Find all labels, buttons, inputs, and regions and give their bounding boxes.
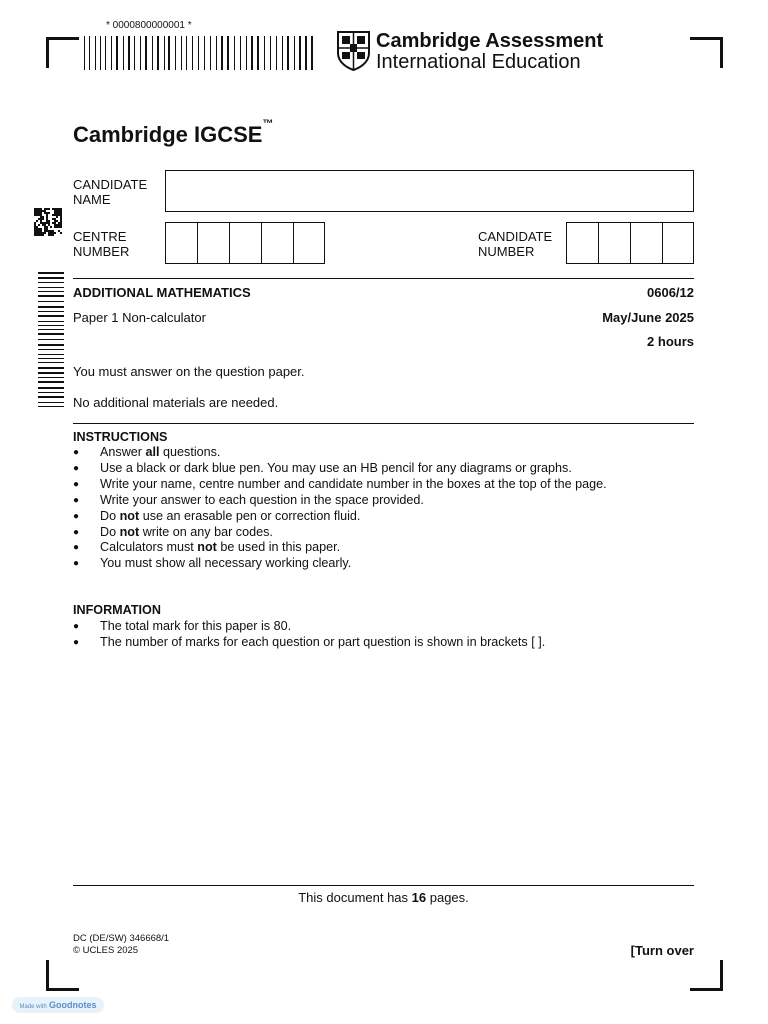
barcode-bar [168,36,170,70]
qr-module [48,208,50,210]
exam-session: May/June 2025 [602,310,694,325]
barcode-bar [38,282,64,283]
candidate-number-label [478,229,552,259]
barcode-bar [123,36,124,70]
qr-module [46,208,48,210]
barcode-bar [38,287,64,288]
qr-module [48,222,50,224]
divider [73,885,694,886]
qr-module [38,224,40,226]
barcode-bar [38,354,64,355]
list-item: ● The total mark for this paper is 80. [73,619,545,635]
cambridge-shield-icon [337,31,370,71]
qr-module [38,230,40,232]
logo-text [376,31,603,73]
corner-mark-top-left [46,37,79,68]
barcode-bar [38,321,64,322]
qr-module [44,210,46,212]
qr-module [42,218,44,220]
title-text: Cambridge IGCSE [73,122,263,147]
label-line: NUMBER [73,244,130,259]
goodnotes-badge[interactable] [12,997,104,1013]
qr-module [34,214,36,216]
qr-module [54,232,56,234]
label-line: NUMBER [478,244,535,259]
qr-module [46,220,48,222]
list-item [73,477,607,493]
qr-module [36,220,38,222]
qr-module [38,208,40,210]
document-reference [73,933,169,957]
barcode-bar [287,36,289,70]
qr-module [46,230,48,232]
barcode-bar [38,381,64,383]
qr-module [48,230,50,232]
item-text: be used in this paper. [216,540,341,555]
divider [73,423,694,424]
barcode-bar [38,372,64,374]
footer-text: This document has [298,890,412,905]
qr-module [46,218,48,220]
qr-module [54,226,56,228]
qr-module [36,208,38,210]
candidate-name-label [73,177,147,207]
item-emphasis: not [197,540,217,555]
list-item [73,540,607,556]
qr-module [38,218,40,220]
corner-mark-bottom-left [46,960,79,991]
barcode-bar [38,362,64,363]
qr-module [60,208,62,210]
digit-box[interactable] [631,223,663,263]
barcode-bar [95,36,96,70]
qr-module [60,226,62,228]
qr-module [34,222,36,224]
barcode-bar [152,36,153,70]
barcode-bar [38,277,64,279]
barcode-bar [38,339,64,340]
qr-module [44,228,46,230]
qr-module [36,210,38,212]
barcode-bar [257,36,259,70]
qr-module [46,216,48,218]
qr-module [38,228,40,230]
centre-number-label [73,229,129,259]
qr-module [40,210,42,212]
instructions-list [73,445,607,572]
qr-module [44,230,46,232]
item-text: You must show all necessary working clearly. [100,556,352,571]
qr-module [56,214,58,216]
barcode-side [28,272,64,412]
qr-module [42,210,44,212]
qr-module [34,210,36,212]
barcode-bar [175,36,176,70]
qr-module [54,212,56,214]
item-emphasis: not [119,524,140,539]
qr-module [58,222,60,224]
barcode-bar [38,367,64,369]
qr-module [50,232,52,234]
qr-module [54,222,56,224]
qr-module [48,224,50,226]
paper-name: Paper 1 Non-calculator [73,310,206,325]
item-text: Write your answer to each question in the space provided. [100,492,424,507]
qr-module [54,208,56,210]
corner-mark-bottom-right [690,960,723,991]
list-item: ● The number of marks for each question or part question is shown in brackets [ ]. [73,635,545,651]
duration: 2 hours [647,334,694,349]
qr-module [52,222,54,224]
qr-module [42,222,44,224]
candidate-name-field[interactable] [165,170,694,212]
barcode-bar [204,36,205,70]
qr-code-icon [34,208,62,236]
item-text: use an erasable pen or correction fluid. [139,508,361,523]
qr-module [60,218,62,220]
qr-module [56,212,58,214]
list-item [73,445,607,461]
qr-module [52,234,54,236]
qr-module [40,228,42,230]
badge-prefix: Made with [19,1004,47,1010]
qr-module [40,208,42,210]
qr-module [48,234,50,236]
qr-module [36,230,38,232]
barcode-bar [84,36,85,70]
qr-module [54,224,56,226]
barcode-bar [38,358,64,359]
qr-module [56,220,58,222]
item-text: Use a black or dark blue pen. You may use an HB pencil for any diagrams or graphs. [100,460,572,475]
barcode-bar [38,301,64,302]
qr-module [48,232,50,234]
qr-module [36,228,38,230]
qr-module [58,210,60,212]
digit-box[interactable] [230,223,262,263]
logo-line-2: International Education [376,51,581,73]
qr-module [60,220,62,222]
digit-box[interactable] [262,223,294,263]
qr-module [44,226,46,228]
trademark: ™ [262,118,274,130]
barcode-bar [210,36,211,70]
barcode-bar [38,333,64,335]
barcode-bar [128,36,130,70]
barcode-bar [264,36,265,70]
qr-module [52,232,54,234]
barcode-bar [116,36,118,70]
barcode-bar [38,272,64,274]
barcode-bar [38,392,64,393]
barcode-bar [157,36,159,70]
digit-box[interactable] [599,223,631,263]
qr-module [36,232,38,234]
barcode-bar [251,36,253,70]
qr-module [38,210,40,212]
barcode-bar [198,36,199,70]
qr-module [58,230,60,232]
corner-mark-top-right [690,37,723,68]
label-line: NAME [73,192,111,207]
qr-module [60,224,62,226]
barcode-bar [38,402,64,403]
information-list [73,619,545,651]
barcode-bar [38,344,64,346]
qr-module [40,234,42,236]
barcode-bar [145,36,147,70]
qr-module [34,224,36,226]
qr-module [34,232,36,234]
qr-module [60,210,62,212]
qr-module [52,230,54,232]
qr-module [34,228,36,230]
item-text: Calculators must [100,540,198,555]
qr-module [36,234,38,236]
qr-module [46,222,48,224]
qr-module [34,212,36,214]
barcode-bar [38,306,64,308]
barcode-bar [38,315,64,317]
qr-module [58,208,60,210]
qr-module [38,232,40,234]
barcode-bar [282,36,283,70]
barcode-bar [221,36,223,70]
qr-module [44,232,46,234]
qr-module [42,232,44,234]
qr-module [44,224,46,226]
qr-module [54,218,56,220]
qr-module [34,226,36,228]
qr-module [42,234,44,236]
divider [73,278,694,279]
barcode-bar [227,36,229,70]
qr-module [36,214,38,216]
qr-module [56,224,58,226]
qr-module [60,216,62,218]
barcode-bar [134,36,135,70]
barcode-bar [38,406,64,407]
qr-module [36,212,38,214]
barcode-bar [38,396,64,398]
item-text: write on any bar codes. [139,524,273,539]
barcode-bar [216,36,217,70]
barcode-number: * 0000800000001 * [106,20,192,31]
qr-module [52,208,54,210]
digit-box[interactable] [198,223,230,263]
barcode-bar [89,36,90,70]
qr-module [40,216,42,218]
qr-module [56,210,58,212]
qr-module [60,232,62,234]
qr-module [58,212,60,214]
list-item [73,556,607,572]
qr-module [54,220,56,222]
barcode-bar [105,36,106,70]
badge-brand: Goodnotes [49,1000,97,1010]
list-item [73,525,607,541]
barcode-bar [38,329,64,330]
qr-module [44,222,46,224]
qr-module [52,214,54,216]
barcode-bar [305,36,307,70]
qr-module [40,218,42,220]
barcode-bar [234,36,235,70]
barcode-bar [186,36,187,70]
item-text: Answer [100,445,146,459]
qr-module [38,234,40,236]
qr-module [52,218,54,220]
list-item [73,509,607,525]
paper-code: 0606/12 [647,285,694,300]
qr-module [36,226,38,228]
barcode-bar [111,36,112,70]
barcode-bar [294,36,295,70]
page-title [73,118,274,148]
label-line: CANDIDATE [73,177,148,192]
turn-over: [Turn over [630,943,694,958]
qr-module [34,208,36,210]
qr-module [42,216,44,218]
logo-line-1: Cambridge Assessment [376,30,604,52]
qr-module [46,226,48,228]
qr-module [58,224,60,226]
note-materials: No additional materials are needed. [73,395,279,410]
qr-module [60,222,62,224]
qr-module [38,214,40,216]
qr-module [46,212,48,214]
qr-module [44,212,46,214]
item-text: Do [100,524,120,539]
qr-module [56,208,58,210]
item-emphasis: all [145,445,160,459]
qr-module [58,214,60,216]
qr-module [38,212,40,214]
barcode-bar [100,36,101,70]
barcode-bar [38,295,64,297]
qr-module [50,226,52,228]
doc-ref-code: DC (DE/SW) 346668/1 [73,933,170,944]
barcode-bar [38,325,64,326]
digit-box[interactable] [166,223,198,263]
qr-module [40,222,42,224]
item-text: questions. [159,445,221,459]
qr-module [40,214,42,216]
barcode-bar [240,36,241,70]
candidate-number-field[interactable] [566,222,694,264]
barcode-bar [246,36,247,70]
label-line: CANDIDATE [478,229,553,244]
qr-module [44,208,46,210]
barcode-top [84,36,316,70]
list-item [73,493,607,509]
barcode-bar [140,36,141,70]
qr-module [46,228,48,230]
qr-module [50,234,52,236]
footer-text: pages. [426,890,469,905]
barcode-bar [181,36,182,70]
qr-module [60,214,62,216]
qr-module [40,212,42,214]
list-item [73,461,607,477]
barcode-bar [164,36,165,70]
label-line: CENTRE [73,229,127,244]
barcode-bar [38,377,64,378]
qr-module [50,230,52,232]
qr-module [40,220,42,222]
instructions-heading: INSTRUCTIONS [73,430,168,444]
barcode-bar [299,36,301,70]
barcode-bar [276,36,277,70]
barcode-bar [38,349,64,350]
page-count-note [73,890,694,905]
qr-module [34,230,36,232]
barcode-bar [38,311,64,312]
qr-module [40,232,42,234]
qr-module [60,212,62,214]
item-text: Do [100,508,120,523]
qr-module [48,220,50,222]
note-answer-on-paper: You must answer on the question paper. [73,364,305,379]
subject-title: ADDITIONAL MATHEMATICS [73,285,251,300]
copyright: © UCLES 2025 [73,945,139,956]
qr-module [54,210,56,212]
digit-box[interactable] [567,223,599,263]
qr-module [42,224,44,226]
qr-module [56,216,58,218]
barcode-bar [311,36,313,70]
item-emphasis: not [119,508,140,523]
qr-module [40,230,42,232]
centre-number-field[interactable] [165,222,325,264]
information-heading: INFORMATION [73,603,161,617]
item-text: Write your name, centre number and candidate number in the boxes at the top of the page. [100,476,607,491]
barcode-bar [192,36,193,70]
qr-module [56,226,58,228]
qr-module [48,212,50,214]
barcode-bar [38,387,64,389]
qr-module [34,234,36,236]
page-count: 16 [411,890,427,905]
qr-module [58,226,60,228]
qr-module [54,214,56,216]
barcode-bar [270,36,271,70]
barcode-bar [38,291,64,292]
qr-module [46,214,48,216]
